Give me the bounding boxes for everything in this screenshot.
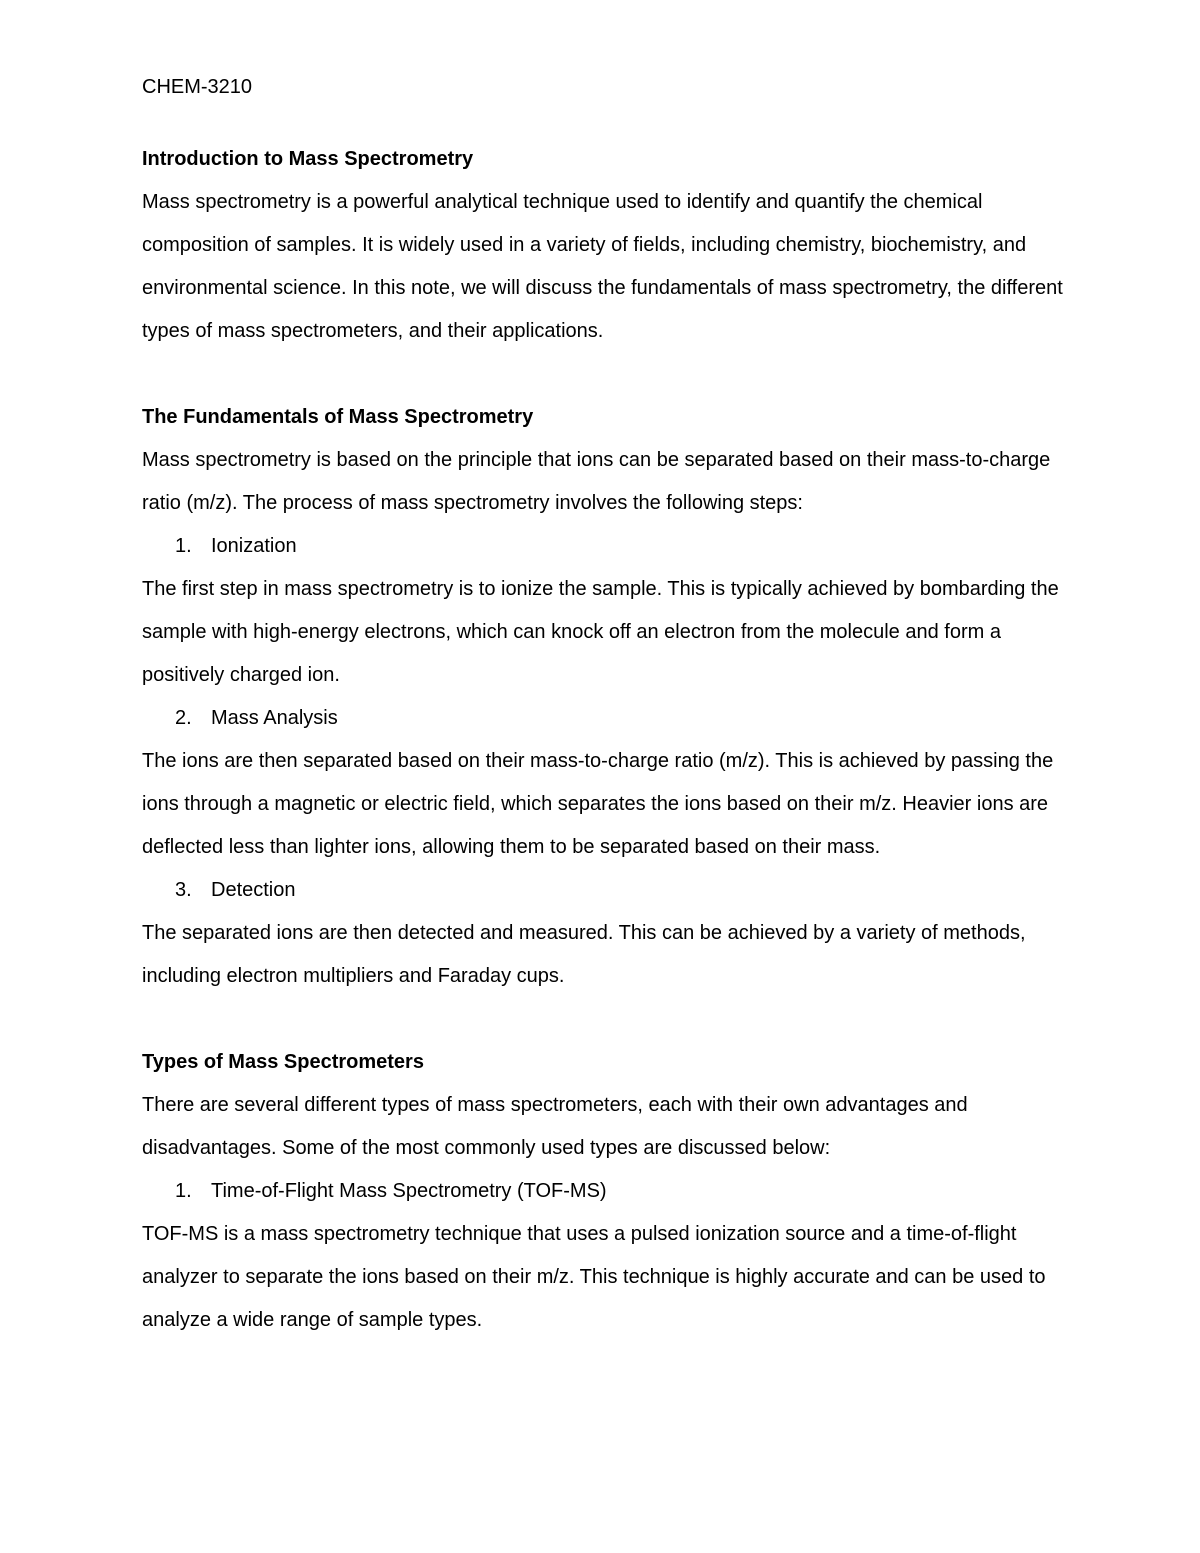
section-spacer [142, 353, 1072, 396]
list-item-ionization [142, 525, 1072, 568]
list-number: 2. [175, 707, 192, 729]
list-item-detection [142, 869, 1072, 912]
list-item-mass-analysis [142, 697, 1072, 740]
intro-heading: Introduction to Mass Spectrometry [142, 148, 474, 170]
fundamentals-paragraph: Mass spectrometry is based on the principle that ions can be separated based on their mass-to-charge ratio (m/z). The process of mass spectrometry involves the following steps: [142, 449, 1051, 514]
types-heading: Types of Mass Spectrometers [142, 1051, 424, 1073]
list-label: Time-of-Flight Mass Spectrometry (TOF-MS) [211, 1180, 607, 1202]
course-code: CHEM-3210 [142, 76, 253, 98]
detection-paragraph: The separated ions are then detected and measured. This can be achieved by a variety of methods, including electron multipliers and Faraday cups. [142, 922, 1026, 987]
list-number: 1. [175, 1180, 192, 1202]
ionization-paragraph: The first step in mass spectrometry is to ionize the sample. This is typically achieved by bombarding the sample with high-energy electrons, which can knock off an electron from the molecule and form a positively charged ion. [142, 578, 1059, 686]
document-body [142, 66, 1072, 1342]
types-paragraph: There are several different types of mass spectrometers, each with their own advantages and disadvantages. Some of the most commonly used types are discussed below: [142, 1094, 968, 1159]
list-item-tof-ms [142, 1170, 1072, 1213]
list-label: Mass Analysis [211, 707, 338, 729]
list-label: Ionization [211, 535, 297, 557]
mass-analysis-paragraph: The ions are then separated based on their mass-to-charge ratio (m/z). This is achieved by passing the ions through a magnetic or electric field, which separates the ions based on their m/z. Heavier ions are deflected less than lighter ions, allowing them to be separated based on their mass. [142, 750, 1054, 858]
list-number: 3. [175, 879, 192, 901]
fundamentals-heading: The Fundamentals of Mass Spectrometry [142, 406, 534, 428]
list-label: Detection [211, 879, 296, 901]
list-number: 1. [175, 535, 192, 557]
tof-ms-paragraph: TOF-MS is a mass spectrometry technique that uses a pulsed ionization source and a time-of-flight analyzer to separate the ions based on their m/z. This technique is highly accurate and can be used to analyze a wide range of sample types. [142, 1223, 1046, 1331]
section-spacer [142, 998, 1072, 1041]
intro-paragraph: Mass spectrometry is a powerful analytical technique used to identify and quantify the chemical composition of samples. It is widely used in a variety of fields, including chemistry, biochemistry, and environmental science. In this note, we will discuss the fundamentals of mass spectrometry, the different types of mass spectrometers, and their applications. [142, 191, 1063, 342]
